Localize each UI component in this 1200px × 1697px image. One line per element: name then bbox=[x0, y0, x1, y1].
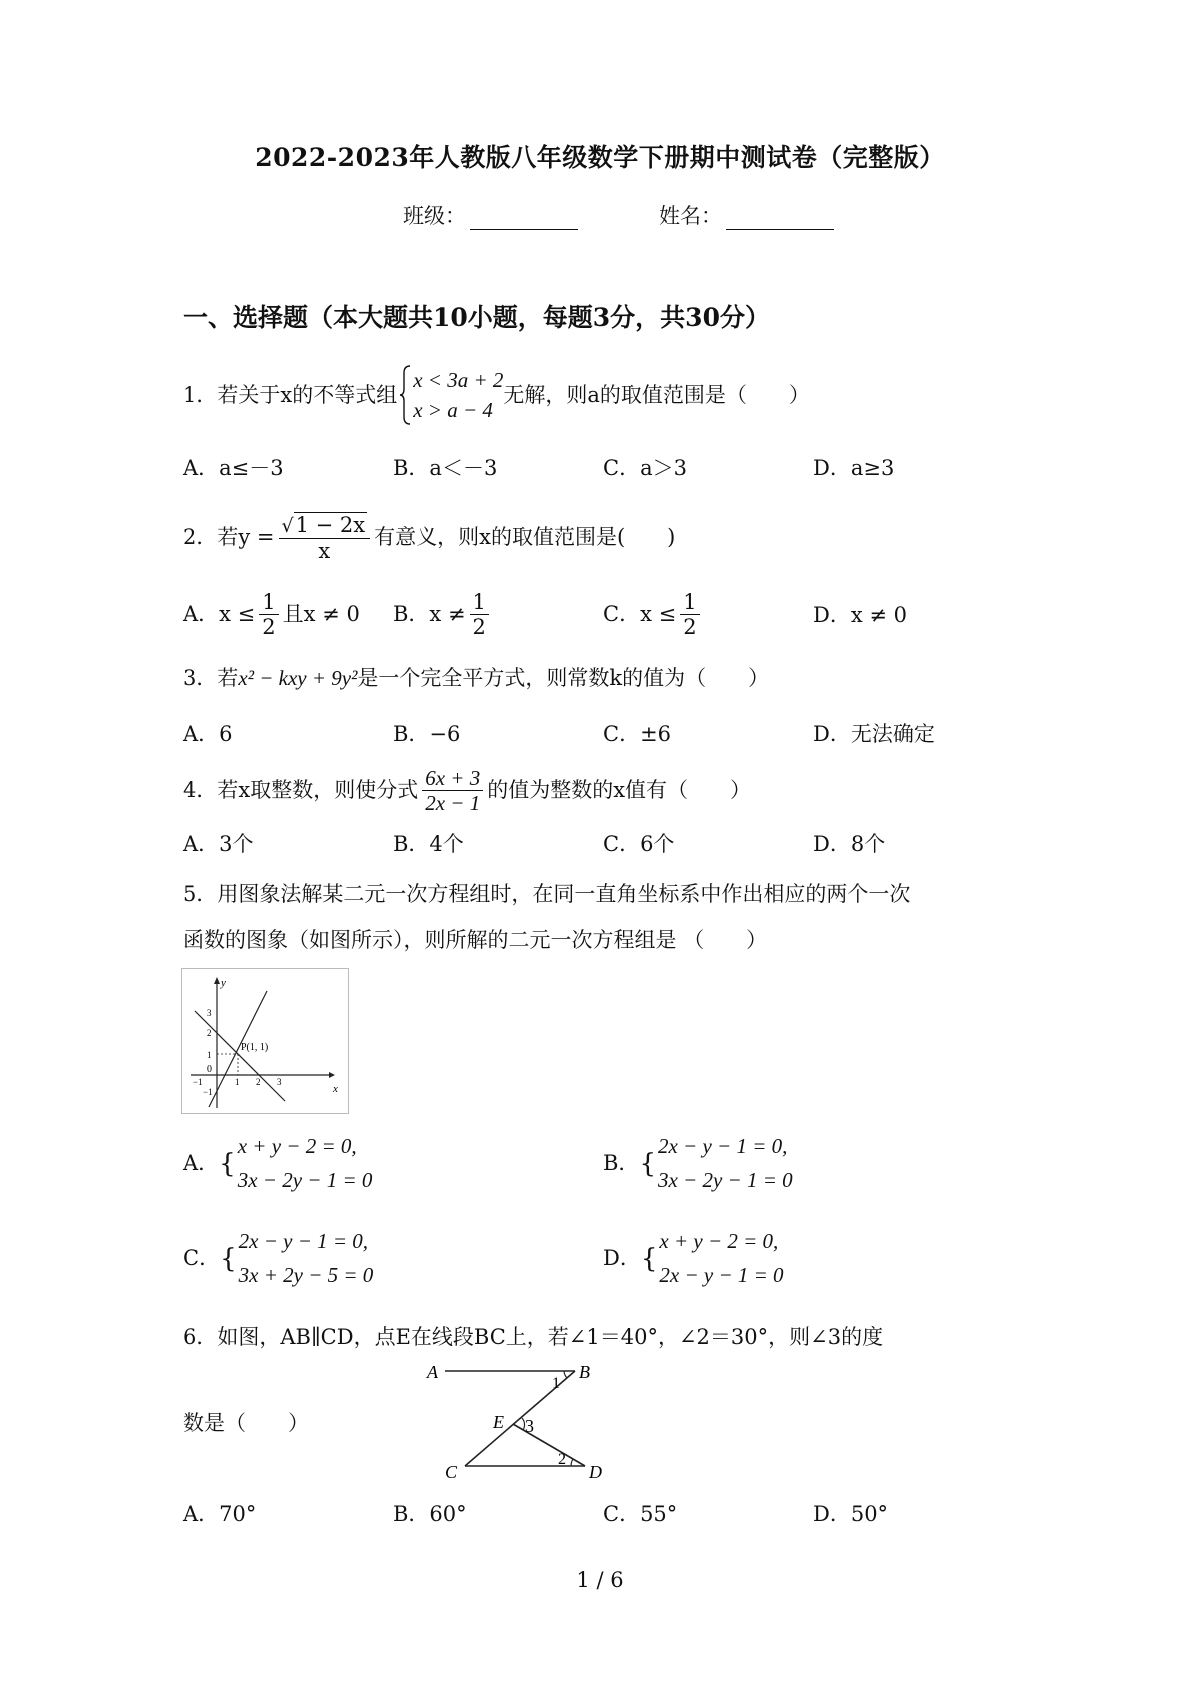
q5-option-a bbox=[183, 1130, 372, 1197]
x-axis-label: x bbox=[333, 1083, 338, 1095]
q4-fraction-numerator: 6x + 3 bbox=[422, 766, 483, 791]
class-field bbox=[403, 200, 578, 230]
frac-numerator: 1 bbox=[259, 590, 278, 615]
angle-2-arc bbox=[571, 1459, 573, 1466]
q5-optB-equations bbox=[658, 1130, 793, 1197]
frac-numerator: 1 bbox=[470, 590, 489, 615]
q2-optB-fraction bbox=[470, 590, 489, 639]
q2-optA-prefix: A．x ≤ bbox=[183, 602, 256, 627]
q5-optA-equations bbox=[238, 1130, 373, 1197]
q6-option-c: C．55° bbox=[603, 1502, 678, 1526]
q2-fraction bbox=[279, 512, 371, 563]
x-tick-neg1: −1 bbox=[193, 1077, 203, 1087]
q1-suffix: 无解，则a的取值范围是（ ） bbox=[503, 382, 810, 407]
q2-fraction-numerator: √1 − 2x bbox=[279, 512, 371, 539]
section-heading: 一、选择题（本大题共10小题，每题3分，共30分） bbox=[183, 303, 770, 332]
equation-line: x + y − 2 = 0, bbox=[659, 1229, 779, 1253]
point-e-label: E bbox=[493, 1412, 504, 1432]
equation-line: 2x − y − 1 = 0, bbox=[657, 1134, 788, 1158]
question-6-line1: 6．如图，AB∥CD，点E在线段BC上，若∠1＝40°，∠2＝30°，则∠3的度 bbox=[183, 1325, 884, 1349]
q3-expression: x² − kxy + 9y² bbox=[238, 666, 358, 690]
q2-optC-prefix: C．x ≤ bbox=[603, 602, 677, 627]
q1-option-b: B．a＜－3 bbox=[393, 456, 498, 480]
point-c-label: C bbox=[445, 1462, 458, 1480]
q4-option-a: A．3个 bbox=[183, 832, 254, 856]
q2-option-c bbox=[603, 590, 704, 639]
equation-line: 2x − y − 1 = 0, bbox=[238, 1229, 369, 1253]
question-5-line2: 函数的图象（如图所示），则所解的二元一次方程组是 （ ） bbox=[183, 928, 768, 952]
q5-option-d bbox=[603, 1225, 784, 1292]
q2-optB-prefix: B．x ≠ bbox=[393, 602, 466, 627]
q5-option-b bbox=[603, 1130, 793, 1197]
question-2 bbox=[183, 512, 675, 563]
left-brace-icon bbox=[399, 365, 411, 425]
q2-sqrt-content: 1 − 2x bbox=[295, 513, 366, 537]
x-tick-3: 3 bbox=[277, 1077, 282, 1087]
q6-option-b: B．60° bbox=[393, 1502, 467, 1526]
class-blank bbox=[470, 207, 578, 230]
left-brace-icon: { bbox=[219, 1148, 236, 1179]
angle-1-label: 1 bbox=[552, 1375, 560, 1392]
point-d-label: D bbox=[589, 1462, 602, 1480]
q2-option-b bbox=[393, 590, 493, 639]
question-3 bbox=[183, 668, 769, 689]
q3-option-d: D．无法确定 bbox=[813, 722, 935, 746]
q4-fraction-denominator: 2x − 1 bbox=[425, 791, 481, 816]
q5-optD-label: D． bbox=[603, 1246, 641, 1271]
q5-optA-label: A． bbox=[183, 1151, 220, 1176]
q3-option-b: B．−6 bbox=[393, 722, 461, 746]
class-label: 班级： bbox=[403, 204, 466, 228]
q4-option-b: B．4个 bbox=[393, 832, 464, 856]
q5-coordinate-graph bbox=[181, 968, 349, 1114]
q6-option-d: D．50° bbox=[813, 1502, 889, 1526]
y-tick-neg1: −1 bbox=[203, 1087, 213, 1097]
angle-2-label: 2 bbox=[558, 1451, 566, 1468]
y-tick-3: 3 bbox=[207, 1008, 212, 1018]
frac-denominator: 2 bbox=[472, 615, 486, 640]
y-tick-2: 2 bbox=[207, 1028, 212, 1038]
q3-prefix: 3．若 bbox=[183, 666, 239, 690]
point-a-label: A bbox=[427, 1362, 438, 1382]
q3-option-c: C．±6 bbox=[603, 722, 672, 746]
y-tick-1: 1 bbox=[207, 1050, 212, 1060]
q1-option-a: A．a≤－3 bbox=[183, 456, 284, 480]
left-brace-icon: { bbox=[640, 1243, 658, 1274]
q2-fraction-denominator: x bbox=[318, 538, 331, 563]
name-label: 姓名： bbox=[659, 204, 722, 228]
origin-label: 0 bbox=[207, 1064, 212, 1075]
frac-denominator: 2 bbox=[262, 615, 276, 640]
y-axis-label: y bbox=[221, 977, 226, 989]
left-brace-icon: { bbox=[639, 1148, 656, 1179]
question-6-line2: 数是（ ） bbox=[183, 1411, 309, 1435]
name-blank bbox=[726, 207, 834, 230]
q5-optC-equations bbox=[239, 1225, 374, 1292]
q1-prefix: 1．若关于x的不等式组 bbox=[183, 382, 398, 407]
q2-suffix: 有意义，则x的取值范围是( ) bbox=[374, 525, 676, 549]
segment-ed bbox=[513, 1424, 585, 1466]
q2-option-d: D．x ≠ 0 bbox=[813, 603, 907, 627]
equation-line: 3x + 2y − 5 = 0 bbox=[238, 1262, 374, 1287]
q2-optA-fraction bbox=[259, 590, 278, 639]
q4-option-d: D．8个 bbox=[813, 832, 886, 856]
q1-option-d: D．a≥3 bbox=[813, 456, 895, 480]
q2-optC-fraction bbox=[680, 590, 699, 639]
equation-line: x + y − 2 = 0, bbox=[237, 1134, 357, 1158]
angle-3-label: 3 bbox=[525, 1416, 534, 1436]
q5-optB-label: B． bbox=[603, 1151, 640, 1176]
q2-optA-suffix: 且x ≠ 0 bbox=[282, 602, 360, 627]
q6-geometry-figure bbox=[425, 1356, 615, 1480]
q5-optC-label: C． bbox=[183, 1246, 221, 1271]
angle-1-arc bbox=[564, 1371, 567, 1378]
question-1 bbox=[183, 365, 810, 426]
q2-prefix: 2．若y = bbox=[183, 525, 275, 549]
q5-optD-equations bbox=[659, 1225, 783, 1292]
q3-suffix: 是一个完全平方式，则常数k的值为（ ） bbox=[357, 666, 770, 690]
q1-option-c: C．a＞3 bbox=[603, 456, 687, 480]
frac-denominator: 2 bbox=[683, 615, 697, 640]
page-number: 1 / 6 bbox=[576, 1568, 624, 1592]
q2-option-a bbox=[183, 590, 360, 639]
q6-option-a: A．70° bbox=[183, 1502, 257, 1526]
equation-line: 3x − 2y − 1 = 0 bbox=[657, 1167, 793, 1192]
left-brace-icon: { bbox=[220, 1243, 237, 1274]
q1-sys-line1: x < 3a + 2 bbox=[413, 368, 504, 392]
x-tick-1: 1 bbox=[235, 1077, 240, 1087]
q4-fraction bbox=[422, 766, 483, 815]
equation-line: 3x − 2y − 1 = 0 bbox=[237, 1167, 373, 1192]
q4-prefix: 4．若x取整数，则使分式 bbox=[183, 778, 419, 803]
frac-numerator: 1 bbox=[680, 590, 699, 615]
q4-suffix: 的值为整数的x值有（ ） bbox=[487, 778, 752, 803]
q1-sys-line2: x > a − 4 bbox=[413, 398, 493, 423]
question-4 bbox=[183, 766, 751, 815]
page-title: 2022-2023年人教版八年级数学下册期中测试卷（完整版） bbox=[255, 143, 945, 172]
name-field bbox=[659, 200, 834, 230]
q5-option-c bbox=[183, 1225, 373, 1292]
equation-line: 2x − y − 1 = 0 bbox=[659, 1262, 784, 1287]
q1-inequality-system bbox=[399, 365, 503, 426]
point-b-label: B bbox=[579, 1362, 590, 1382]
point-p-label: P(1, 1) bbox=[241, 1042, 269, 1053]
q4-option-c: C．6个 bbox=[603, 832, 675, 856]
q3-option-a: A．6 bbox=[183, 722, 233, 746]
x-tick-2: 2 bbox=[256, 1077, 261, 1087]
question-5-line1: 5．用图象法解某二元一次方程组时，在同一直角坐标系中作出相应的两个一次 bbox=[183, 882, 911, 906]
